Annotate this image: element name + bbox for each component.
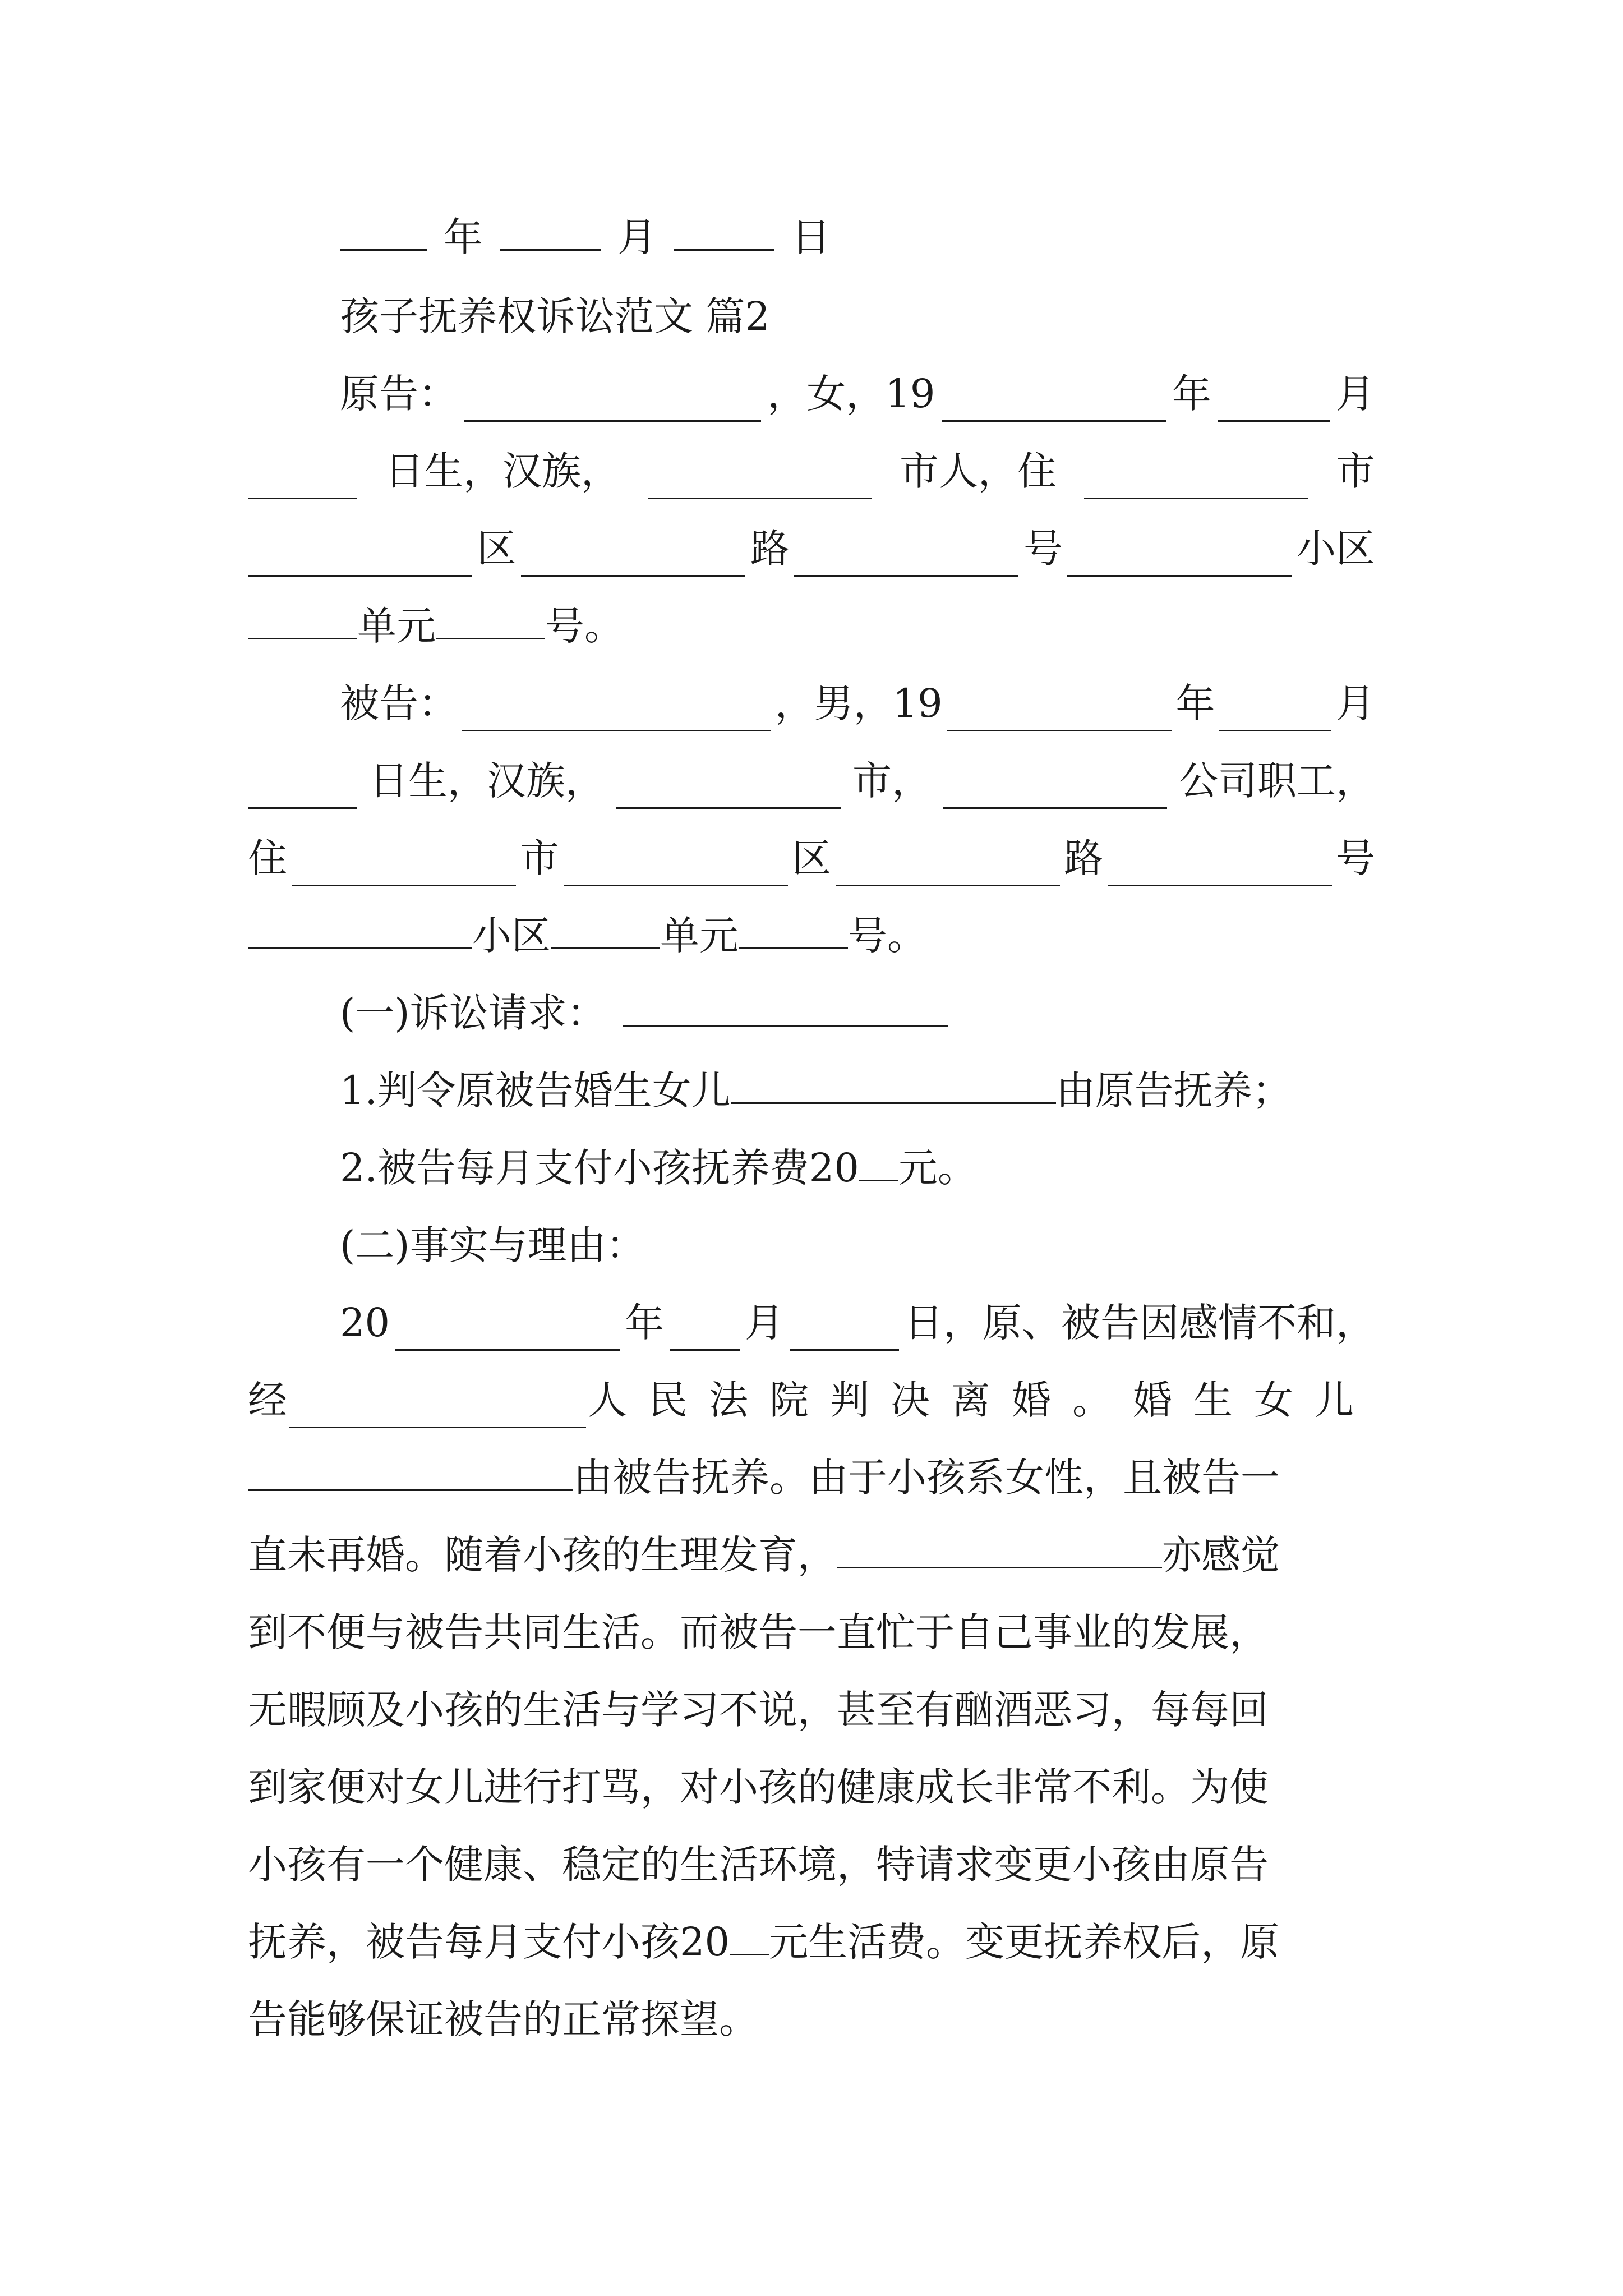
facts-heading: (二)事实与理由： [340, 1222, 645, 1268]
plaintiff-line-1: 原告： ，女，19 年 月 [340, 366, 1375, 422]
defendant-line-3: 住 市 区 路 号 [248, 830, 1375, 886]
defendant-room-blank [739, 914, 848, 949]
facts-line-10: 告能够保证被告的正常探望。 [248, 1996, 758, 2042]
plaintiff-line-2: 日生，汉族， 市人，住 市 [248, 443, 1375, 499]
daughter-name-blank [731, 1069, 1056, 1104]
defendant-birth-year-blank [947, 696, 1172, 731]
plaintiff-room-blank [436, 604, 545, 639]
defendant-hometown-blank [616, 774, 841, 809]
facts-line-8: 小孩有一个健康、稳定的生活环境，特请求变更小孩由原告 [248, 1842, 1269, 1888]
defendant-unit-blank [551, 914, 660, 949]
defendant-line-4: 小区 单元 号。 [248, 908, 1375, 964]
divorce-day-blank [790, 1315, 899, 1351]
day-label: 日 [791, 214, 831, 260]
defendant-birth-month-blank [1219, 696, 1331, 731]
facts-line-1: 20 年 月 日，原、被告因感情不和， [340, 1295, 1375, 1351]
facts-line-2: 经 人民法院判决离婚。婚生女儿 [248, 1372, 1375, 1428]
plaintiff-district-blank [248, 541, 472, 577]
plaintiff-birth-month-blank [1218, 386, 1330, 422]
defendant-line-1: 被告： ，男，19 年 月 [340, 675, 1375, 731]
plaintiff-name-blank [464, 386, 761, 422]
divorce-month-blank [670, 1315, 740, 1351]
defendant-name-blank [462, 696, 771, 731]
facts-line-7: 到家便对女儿进行打骂，对小孩的健康成长非常不利。为使 [248, 1764, 1269, 1810]
plaintiff-line-4: 单元 号。 [248, 598, 1375, 654]
plaintiff-number-blank [794, 541, 1018, 577]
plaintiff-unit-blank [248, 604, 357, 639]
defendant-birth-day-blank [248, 774, 357, 809]
claim-item-1: 1.判令原被告婚生女儿 由原告抚养； [340, 1068, 1292, 1114]
defendant-estate-blank [248, 914, 472, 949]
plaintiff-road-blank [521, 541, 745, 577]
plaintiff-estate-blank [1067, 541, 1292, 577]
month-label: 月 [617, 214, 657, 260]
claims-heading-blank [623, 991, 948, 1027]
plaintiff-address-city-blank [1084, 464, 1308, 499]
living-fee-blank [730, 1920, 769, 1955]
facts-line-9: 抚养，被告每月支付小孩20 元生活费。变更抚养权后，原 [248, 1919, 1280, 1965]
divorce-year-blank [395, 1315, 620, 1351]
facts-line-3: 由被告抚养。由于小孩系女性，且被告一 [248, 1450, 1375, 1506]
defendant-city-blank [292, 851, 516, 886]
month-blank [500, 215, 601, 251]
year-label: 年 [444, 214, 483, 260]
defendant-road-blank [836, 851, 1060, 886]
facts-line-4: 直未再婚。随着小孩的生理发育， 亦感觉 [248, 1532, 1280, 1578]
plaintiff-hometown-blank [648, 464, 872, 499]
claims-heading: (一)诉讼请求： [340, 985, 1375, 1041]
date-line [340, 209, 1375, 265]
year-blank [340, 215, 427, 251]
claim-item-2: 2.被告每月支付小孩抚养费20 元。 [340, 1145, 977, 1191]
section-title: 孩子抚养权诉讼范文 篇2 [340, 293, 770, 339]
support-fee-blank [859, 1146, 898, 1181]
daughter-name-blank-2 [248, 1456, 573, 1491]
defendant-district-blank [564, 851, 788, 886]
facts-line-5: 到不便与被告共同生活。而被告一直忙于自己事业的发展， [248, 1609, 1269, 1655]
defendant-company-blank [943, 774, 1167, 809]
court-blank [289, 1393, 586, 1428]
plaintiff-birth-day-blank [248, 464, 357, 499]
day-blank [674, 215, 774, 251]
daughter-name-blank-3 [837, 1533, 1162, 1568]
plaintiff-birth-year-blank [942, 386, 1166, 422]
defendant-number-blank [1108, 851, 1332, 886]
defendant-line-2: 日生，汉族， 市， 公司职工， [248, 753, 1375, 809]
plaintiff-line-3: 区 路 号 小区 [248, 521, 1375, 577]
facts-line-6: 无暇顾及小孩的生活与学习不说，甚至有酗酒恶习，每每回 [248, 1687, 1269, 1733]
